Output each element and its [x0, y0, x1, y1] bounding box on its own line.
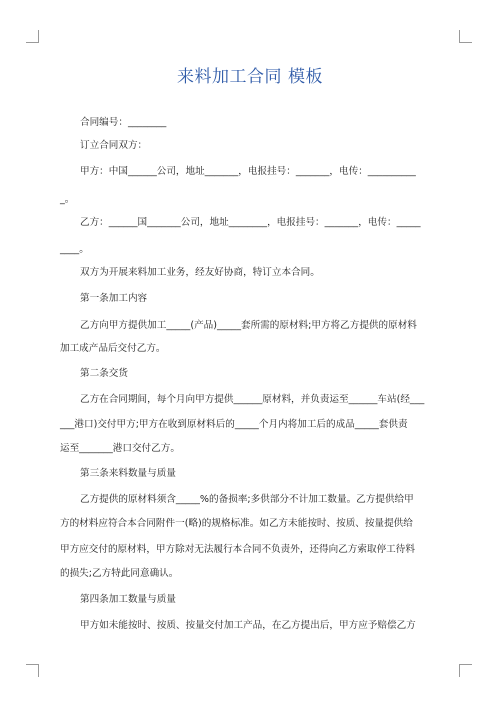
article-2-line-1: 乙方在合同期间，每个月向甲方提供______原材料，并负责运至______车站(经___ [80, 394, 425, 405]
crop-mark-top-right [459, 30, 472, 43]
article-3-line-4: 的损失;乙方特此同意确认。 [60, 568, 179, 579]
article-1-line-2: 加工成产品后交付乙方。 [60, 343, 166, 354]
contract-parties-heading: 订立合同双方： [80, 140, 148, 151]
crop-mark-top-left [26, 30, 39, 43]
article-1-line-1: 乙方向甲方提供加工_____(产品)_____套所需的原材料;甲方将乙方提供的原材料 [80, 320, 417, 331]
party-b-line: 乙方：______国_______公司，地址________，电报挂号：_______，电传：_____ [80, 217, 421, 228]
party-a-line: 甲方：中国______公司，地址_______，电报挂号：_______，电传：__________ [80, 166, 416, 177]
article-3-heading: 第三条来料数量与质量 [80, 468, 176, 479]
article-3-line-3: 甲方应交付的原材料，甲方除对无法履行本合同不负责外，还得向乙方索取停工待料 [60, 544, 415, 555]
crop-mark-bottom-left [26, 664, 39, 677]
article-4-heading: 第四条加工数量与质量 [80, 594, 176, 605]
article-3-line-2: 方的材料应符合本合同附件一(略)的规格标准。如乙方未能按时、按质、按量提供给 [60, 518, 413, 529]
article-4-line-1: 甲方如未能按时、按质、按量交付加工产品，在乙方提出后，甲方应予赔偿乙方 [80, 620, 416, 631]
party-a-line-end: _。 [60, 194, 75, 205]
article-2-line-3: 运至_______港口交付乙方。 [60, 443, 180, 454]
agreement-statement: 双方为开展来料加工业务，经友好协商，特订立本合同。 [80, 267, 320, 278]
article-1-heading: 第一条加工内容 [80, 293, 148, 304]
article-2-heading: 第二条交货 [80, 368, 128, 379]
document-title: 来料加工合同 模板 [177, 67, 323, 87]
article-3-line-1: 乙方提供的原材料须含_____%的备损率;多供部分不计加工数量。乙方提供给甲 [80, 494, 414, 505]
crop-mark-bottom-right [459, 664, 472, 677]
party-b-line-end: ____。 [60, 244, 89, 255]
contract-number-line: 合同编号：________ [80, 117, 167, 128]
article-2-line-2: ___港口)交付甲方;甲方在收到原材料后的_____个月内将加工后的成品_____套供责 [60, 419, 408, 430]
